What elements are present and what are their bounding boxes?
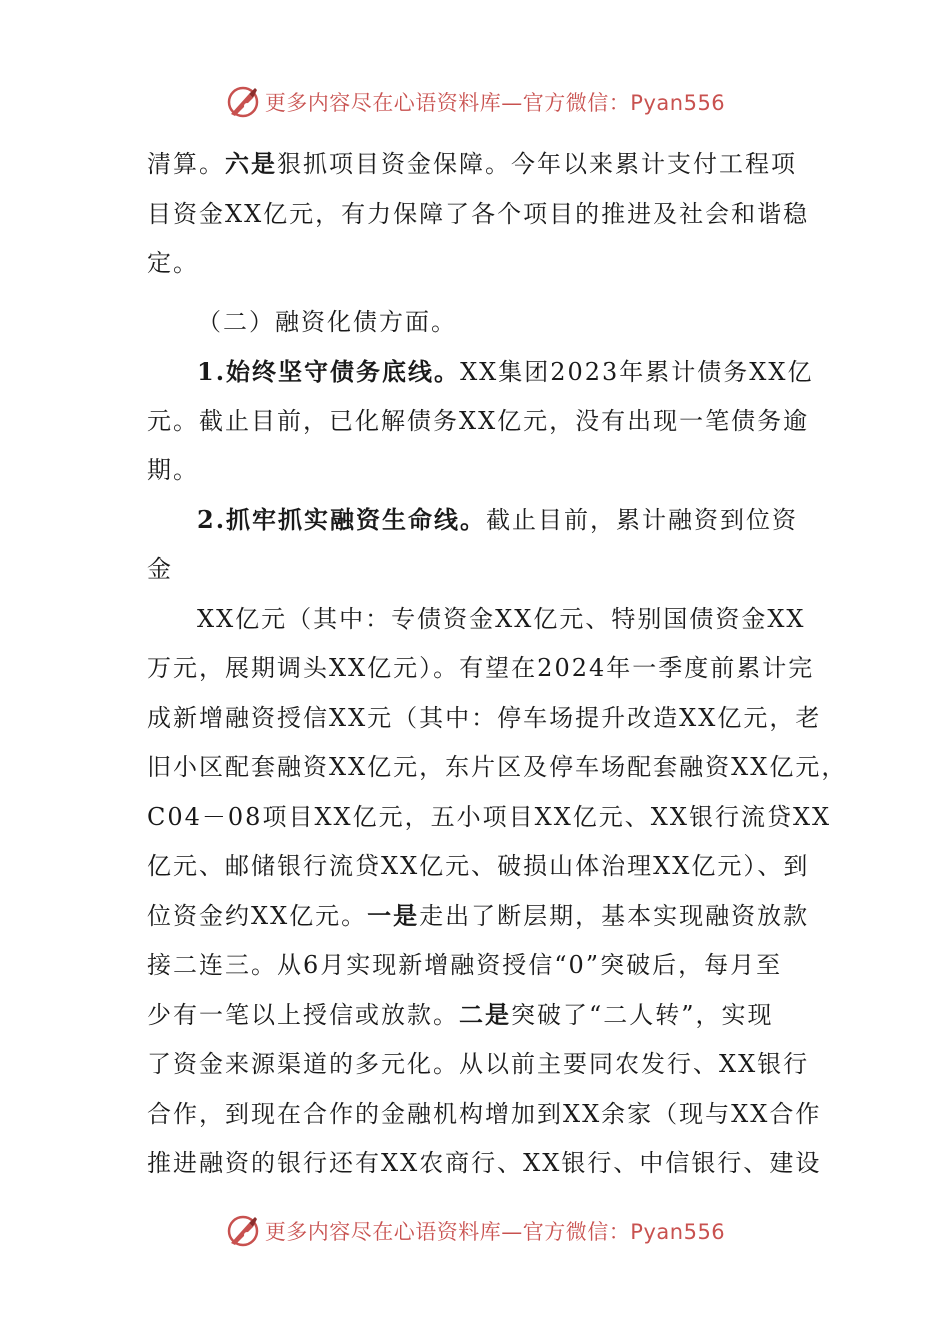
text-line: 金 bbox=[147, 555, 173, 583]
header-banner-text: 更多内容尽在心语资料库—官方微信：Pyan556 bbox=[264, 91, 726, 115]
section-heading: （二）融资化债方面。 bbox=[197, 308, 457, 336]
pen-circle-logo-icon bbox=[225, 1213, 261, 1249]
pen-circle-logo-icon bbox=[225, 84, 261, 120]
text-line: 2.抓牢抓实融资生命线。截止目前，累计融资到位资 bbox=[197, 505, 799, 534]
text-line: 亿元、邮储银行流贷XX亿元、破损山体治理XX亿元）、到 bbox=[147, 852, 810, 880]
text-line: 合作，到现在合作的金融机构增加到XX余家（现与XX合作 bbox=[147, 1100, 822, 1128]
text-line: 定。 bbox=[147, 249, 199, 277]
footer-banner bbox=[0, 1211, 950, 1251]
text-line: 期。 bbox=[147, 456, 199, 484]
text-line: 目资金XX亿元，有力保障了各个项目的推进及社会和谐稳 bbox=[147, 200, 810, 228]
text-line: 万元，展期调头XX亿元）。有望在2024年一季度前累计完 bbox=[147, 654, 815, 682]
text-line: C04－08项目XX亿元，五小项目XX亿元、XX银行流贷XX bbox=[147, 803, 832, 831]
footer-banner-text: 更多内容尽在心语资料库—官方微信：Pyan556 bbox=[264, 1220, 726, 1244]
text-line: 清算。六是狠抓项目资金保障。今年以来累计支付工程项 bbox=[147, 149, 797, 178]
text-line: XX亿元（其中：专债资金XX亿元、特别国债资金XX bbox=[197, 605, 806, 633]
text-line: 推进融资的银行还有XX农商行、XX银行、中信银行、建设 bbox=[147, 1149, 822, 1177]
text-line: 成新增融资授信XX元（其中：停车场提升改造XX亿元，老 bbox=[147, 704, 822, 732]
text-line: 旧小区配套融资XX亿元，东片区及停车场配套融资XX亿元， bbox=[147, 753, 848, 781]
header-banner bbox=[0, 82, 950, 122]
text-line: 1.始终坚守债务底线。XX集团2023年累计债务XX亿 bbox=[197, 357, 814, 386]
text-line: 位资金约XX亿元。一是走出了断层期，基本实现融资放款 bbox=[147, 901, 810, 930]
text-line: 少有一笔以上授信或放款。二是突破了“二人转”，实现 bbox=[147, 1000, 774, 1029]
text-line: 接二连三。从6月实现新增融资授信“0”突破后，每月至 bbox=[147, 951, 783, 979]
text-line: 元。截止目前，已化解债务XX亿元，没有出现一笔债务逾 bbox=[147, 407, 810, 435]
text-line: 了资金来源渠道的多元化。从以前主要同农发行、XX银行 bbox=[147, 1050, 810, 1078]
